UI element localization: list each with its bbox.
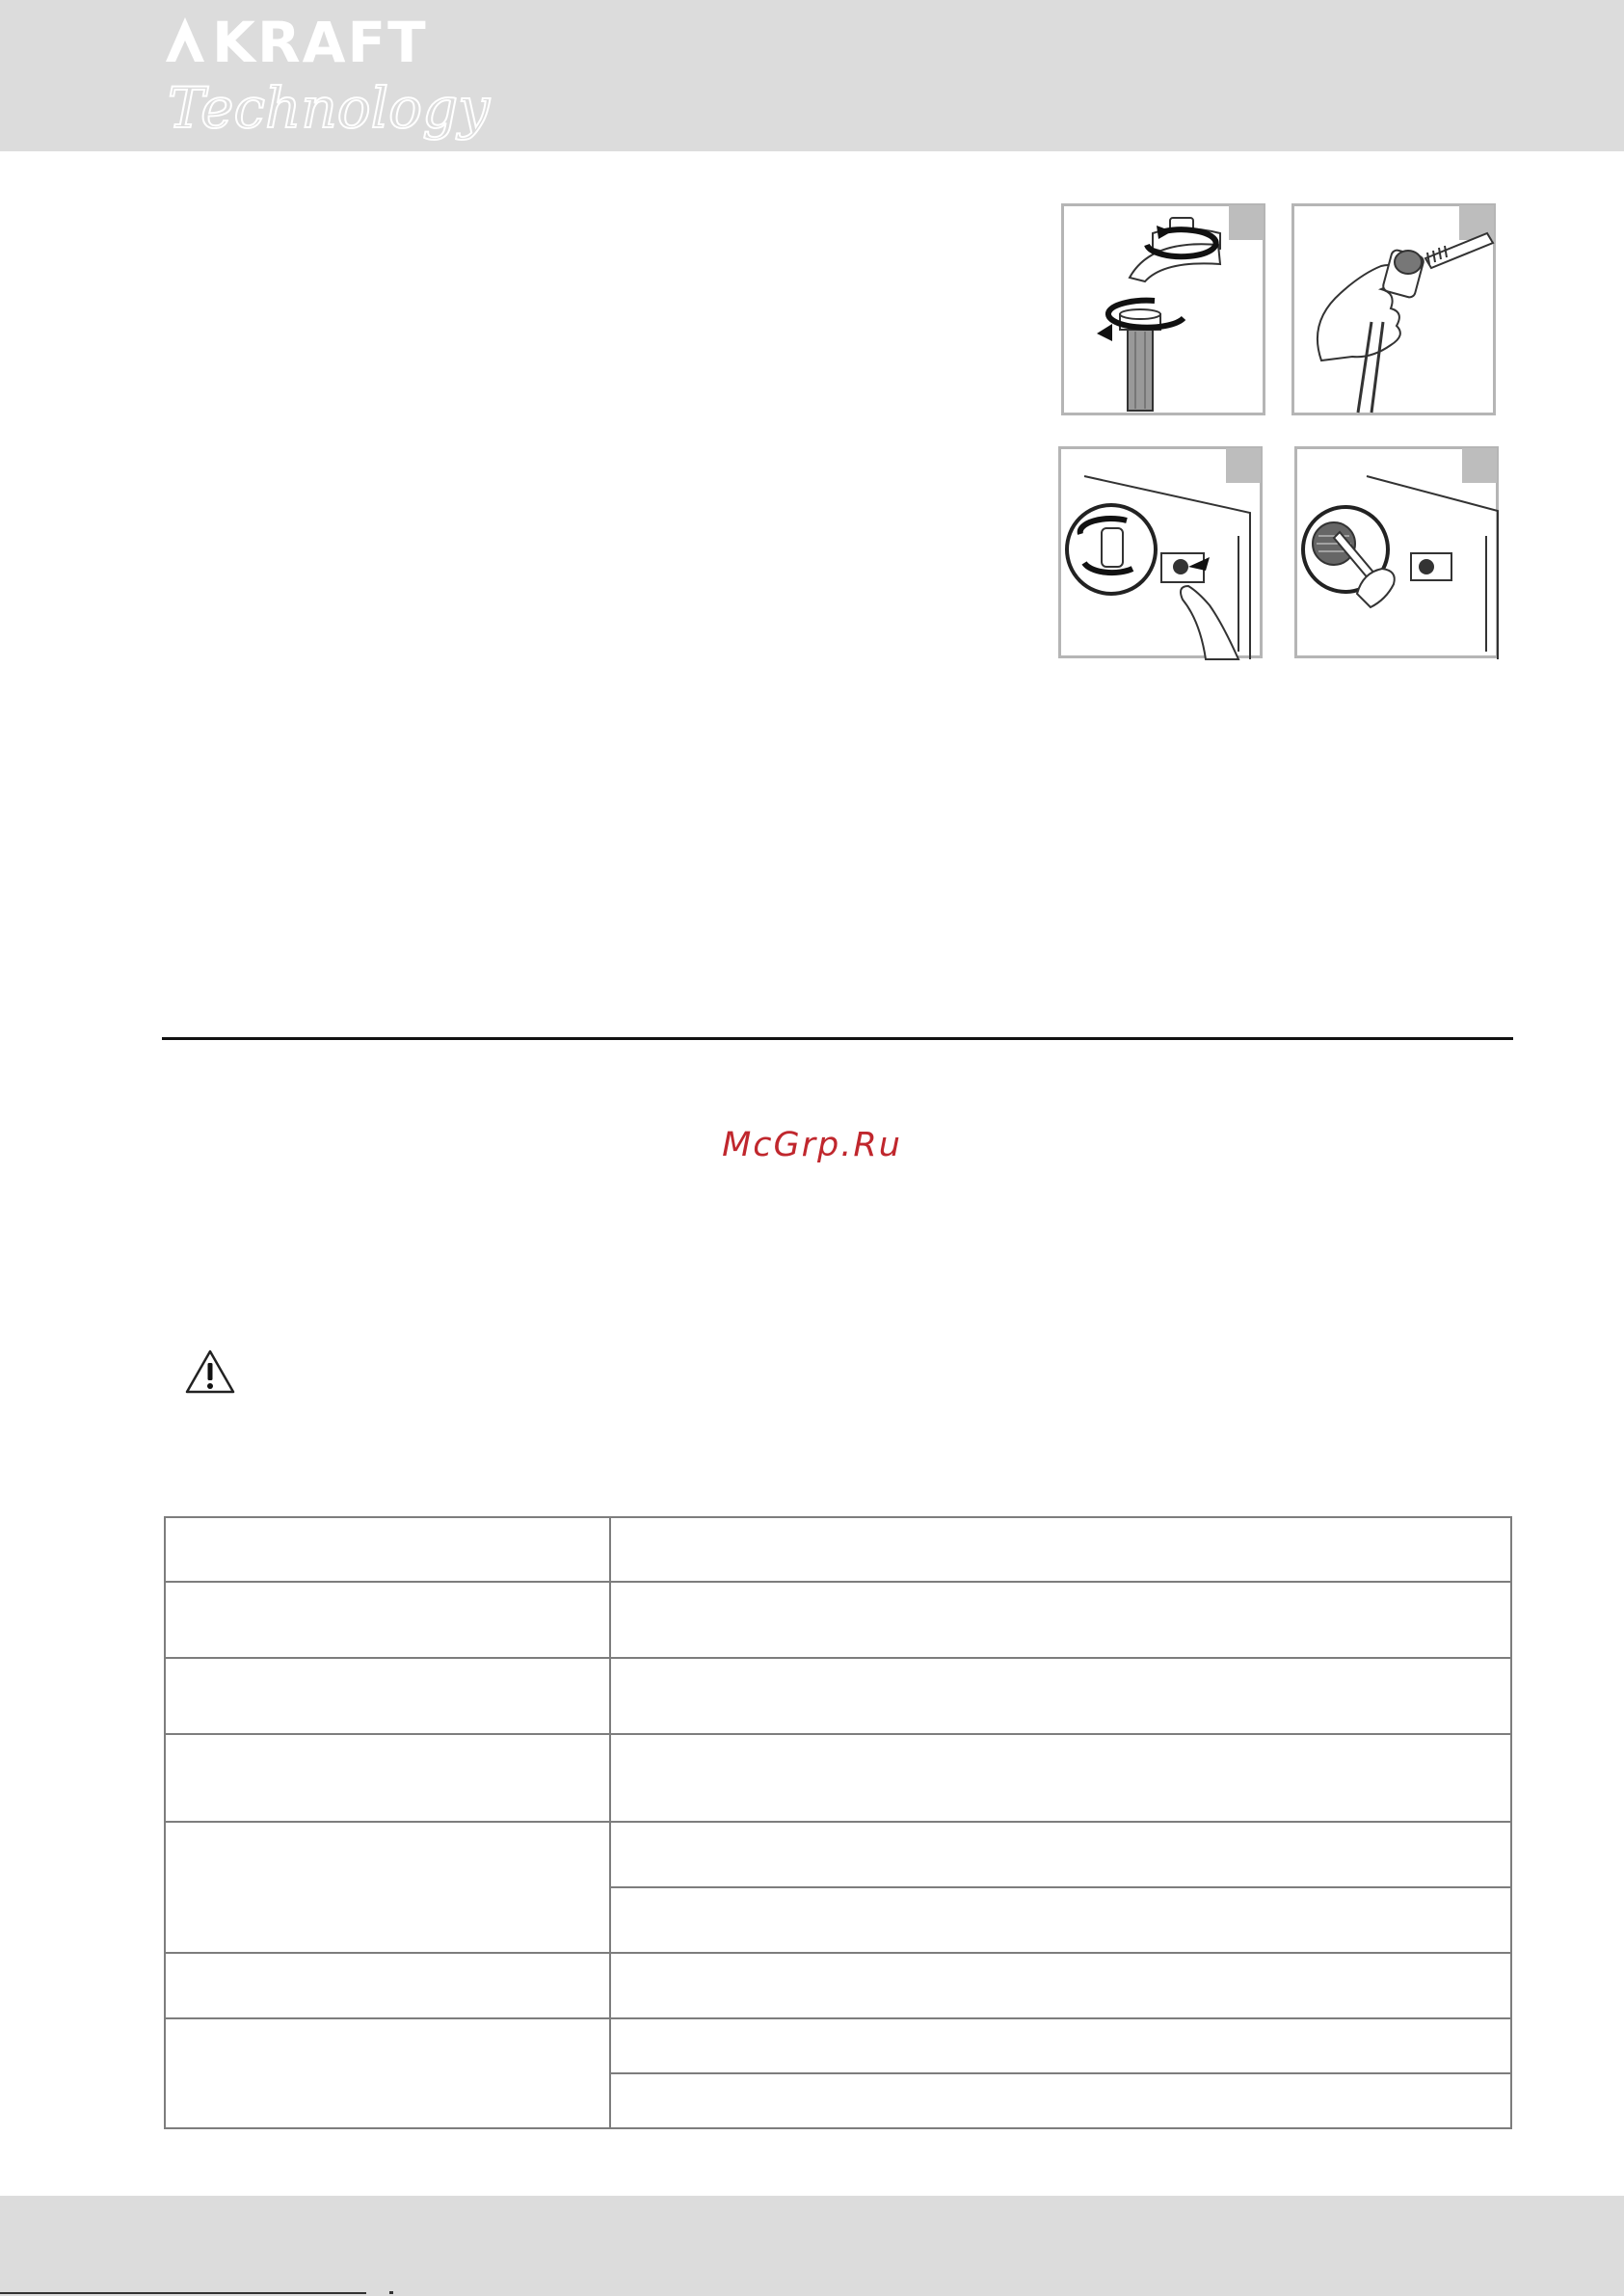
warning-triangle-icon [183, 1348, 237, 1396]
watermark-text: McGrp.Ru [722, 1126, 902, 1164]
figure-4 [1294, 446, 1499, 658]
footer-tick [389, 2291, 393, 2294]
table-cell [165, 1658, 610, 1734]
footer-line [0, 2292, 366, 2294]
section-divider [162, 1037, 1513, 1040]
table-cell [610, 2018, 1511, 2073]
table-cell [610, 1734, 1511, 1822]
kraft-technology-logo [162, 13, 547, 141]
table-cell [610, 1658, 1511, 1734]
table-cell [610, 1822, 1511, 1887]
machine-inlet-filter-brush-illustration [1297, 449, 1502, 661]
svg-text:KRAFT: KRAFT [212, 13, 428, 75]
table-cell [610, 1517, 1511, 1582]
table-row [165, 1517, 1511, 1582]
machine-inlet-unscrew-illustration [1061, 449, 1265, 661]
footer-band [0, 2196, 1624, 2296]
table-row [165, 2018, 1511, 2073]
table-row [165, 1658, 1511, 1734]
table-cell [165, 1734, 610, 1822]
table-cell [610, 1887, 1511, 1953]
table-cell [610, 1582, 1511, 1658]
table-cell [165, 1582, 610, 1658]
table-cell [610, 1953, 1511, 2018]
table-row [165, 1822, 1511, 1887]
table-row [165, 1582, 1511, 1658]
table-cell [165, 1953, 610, 2018]
tap-and-hose-illustration [1064, 206, 1268, 418]
figure-3 [1058, 446, 1263, 658]
table-row [165, 1734, 1511, 1822]
table-cell [165, 1822, 610, 1953]
figure-1 [1061, 203, 1265, 415]
table-cell [165, 2018, 610, 2128]
brush-and-hose-filter-illustration [1294, 206, 1499, 418]
figure-2 [1291, 203, 1496, 415]
svg-text:Technology: Technology [168, 75, 490, 141]
table-cell [610, 2073, 1511, 2128]
table-cell [165, 1517, 610, 1582]
table-row [165, 1953, 1511, 2018]
spec-table [164, 1516, 1512, 2129]
